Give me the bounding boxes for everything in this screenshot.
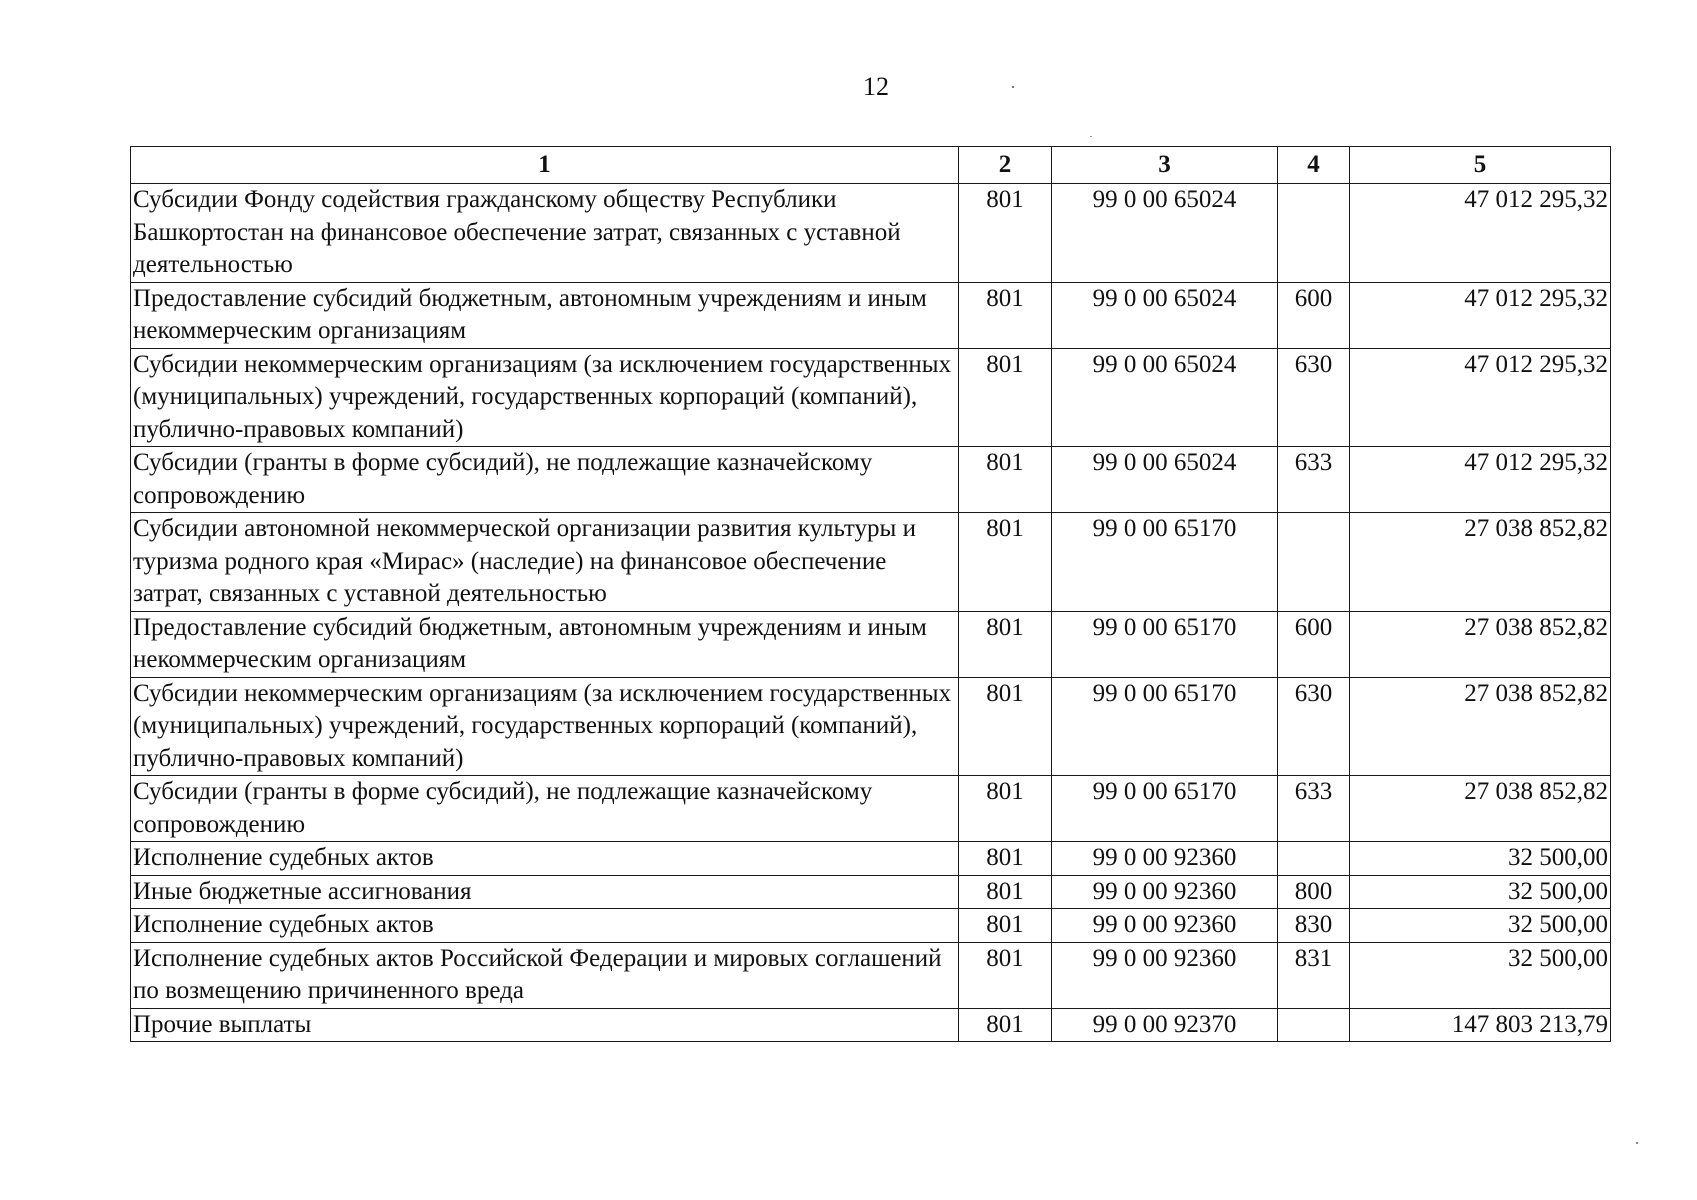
scan-speck — [1090, 136, 1092, 137]
row-csr-cell: 99 0 00 65170 — [1052, 776, 1278, 842]
table-row — [131, 677, 1611, 776]
row-amount-cell: 27 038 852,82 — [1350, 677, 1611, 776]
row-name-cell: Исполнение судебных актов Российской Федерации и мировых соглашений по возмещению причиненного вреда — [131, 942, 959, 1008]
table-row — [131, 447, 1611, 513]
row-vr-cell: 831 — [1278, 942, 1350, 1008]
scan-speck — [1636, 1142, 1638, 1144]
table-row — [131, 348, 1611, 447]
row-csr-cell: 99 0 00 92360 — [1052, 942, 1278, 1008]
row-csr-cell: 99 0 00 65024 — [1052, 447, 1278, 513]
table-row — [131, 842, 1611, 876]
row-amount-cell: 32 500,00 — [1350, 875, 1611, 909]
row-csr-cell: 99 0 00 65170 — [1052, 513, 1278, 612]
row-csr-cell: 99 0 00 65024 — [1052, 184, 1278, 283]
row-amount-cell: 47 012 295,32 — [1350, 447, 1611, 513]
row-name-cell: Субсидии (гранты в форме субсидий), не подлежащие казначейскому сопровождению — [131, 776, 959, 842]
row-vr-cell — [1278, 513, 1350, 612]
table-row — [131, 611, 1611, 677]
column-header-name: 1 — [131, 147, 959, 184]
row-name-cell: Субсидии автономной некоммерческой организации развития культуры и туризма родного края «Мирас» (наследие) на финансовое обеспечение затрат, связанных с уставной деятельностью — [131, 513, 959, 612]
row-amount-cell: 27 038 852,82 — [1350, 776, 1611, 842]
row-ministry-cell: 801 — [959, 942, 1052, 1008]
row-vr-cell — [1278, 1008, 1350, 1042]
scan-speck — [1012, 86, 1014, 88]
row-csr-cell: 99 0 00 65024 — [1052, 282, 1278, 348]
row-ministry-cell: 801 — [959, 677, 1052, 776]
table-row — [131, 1008, 1611, 1042]
row-amount-cell: 27 038 852,82 — [1350, 611, 1611, 677]
row-amount-cell: 47 012 295,32 — [1350, 348, 1611, 447]
row-csr-cell: 99 0 00 92360 — [1052, 842, 1278, 876]
row-vr-cell: 800 — [1278, 875, 1350, 909]
row-name-cell: Исполнение судебных актов — [131, 909, 959, 943]
row-name-cell: Субсидии некоммерческим организациям (за исключением государственных (муниципальных) учреждений, государственных корпораций (компаний), публично-правовых компаний) — [131, 677, 959, 776]
table-body — [131, 184, 1611, 1042]
row-ministry-cell: 801 — [959, 875, 1052, 909]
table-header-row — [131, 147, 1611, 184]
row-ministry-cell: 801 — [959, 1008, 1052, 1042]
table-row — [131, 909, 1611, 943]
row-amount-cell: 32 500,00 — [1350, 909, 1611, 943]
row-name-cell: Прочие выплаты — [131, 1008, 959, 1042]
column-header-amount: 5 — [1350, 147, 1611, 184]
row-ministry-cell: 801 — [959, 282, 1052, 348]
row-csr-cell: 99 0 00 92360 — [1052, 875, 1278, 909]
table-row — [131, 513, 1611, 612]
row-ministry-cell: 801 — [959, 513, 1052, 612]
row-name-cell: Предоставление субсидий бюджетным, автономным учреждениям и иным некоммерческим организациям — [131, 611, 959, 677]
page-number: 12 — [863, 72, 889, 101]
row-ministry-cell: 801 — [959, 184, 1052, 283]
row-vr-cell: 630 — [1278, 677, 1350, 776]
row-vr-cell — [1278, 184, 1350, 283]
row-name-cell: Субсидии (гранты в форме субсидий), не подлежащие казначейскому сопровождению — [131, 447, 959, 513]
row-amount-cell: 32 500,00 — [1350, 942, 1611, 1008]
table-row — [131, 184, 1611, 283]
row-name-cell: Предоставление субсидий бюджетным, автономным учреждениям и иным некоммерческим организациям — [131, 282, 959, 348]
budget-table — [130, 146, 1611, 1042]
row-ministry-cell: 801 — [959, 611, 1052, 677]
table-row — [131, 776, 1611, 842]
row-ministry-cell: 801 — [959, 348, 1052, 447]
row-ministry-cell: 801 — [959, 447, 1052, 513]
row-amount-cell: 147 803 213,79 — [1350, 1008, 1611, 1042]
row-csr-cell: 99 0 00 65024 — [1052, 348, 1278, 447]
row-ministry-cell: 801 — [959, 909, 1052, 943]
row-vr-cell: 600 — [1278, 611, 1350, 677]
row-amount-cell: 32 500,00 — [1350, 842, 1611, 876]
table-row — [131, 942, 1611, 1008]
row-vr-cell: 630 — [1278, 348, 1350, 447]
row-name-cell: Субсидии Фонду содействия гражданскому обществу Республики Башкортостан на финансовое обеспечение затрат, связанных с уставной деятельностью — [131, 184, 959, 283]
row-vr-cell: 633 — [1278, 447, 1350, 513]
table-row — [131, 282, 1611, 348]
column-header-vr: 4 — [1278, 147, 1350, 184]
column-header-ministry: 2 — [959, 147, 1052, 184]
row-name-cell: Субсидии некоммерческим организациям (за исключением государственных (муниципальных) учреждений, государственных корпораций (компаний), публично-правовых компаний) — [131, 348, 959, 447]
row-vr-cell: 600 — [1278, 282, 1350, 348]
row-csr-cell: 99 0 00 92360 — [1052, 909, 1278, 943]
row-csr-cell: 99 0 00 65170 — [1052, 677, 1278, 776]
row-csr-cell: 99 0 00 65170 — [1052, 611, 1278, 677]
row-amount-cell: 47 012 295,32 — [1350, 184, 1611, 283]
row-ministry-cell: 801 — [959, 842, 1052, 876]
row-csr-cell: 99 0 00 92370 — [1052, 1008, 1278, 1042]
row-vr-cell — [1278, 842, 1350, 876]
row-amount-cell: 27 038 852,82 — [1350, 513, 1611, 612]
row-vr-cell: 633 — [1278, 776, 1350, 842]
column-header-csr: 3 — [1052, 147, 1278, 184]
row-vr-cell: 830 — [1278, 909, 1350, 943]
row-name-cell: Исполнение судебных актов — [131, 842, 959, 876]
row-name-cell: Иные бюджетные ассигнования — [131, 875, 959, 909]
table-row — [131, 875, 1611, 909]
row-amount-cell: 47 012 295,32 — [1350, 282, 1611, 348]
row-ministry-cell: 801 — [959, 776, 1052, 842]
